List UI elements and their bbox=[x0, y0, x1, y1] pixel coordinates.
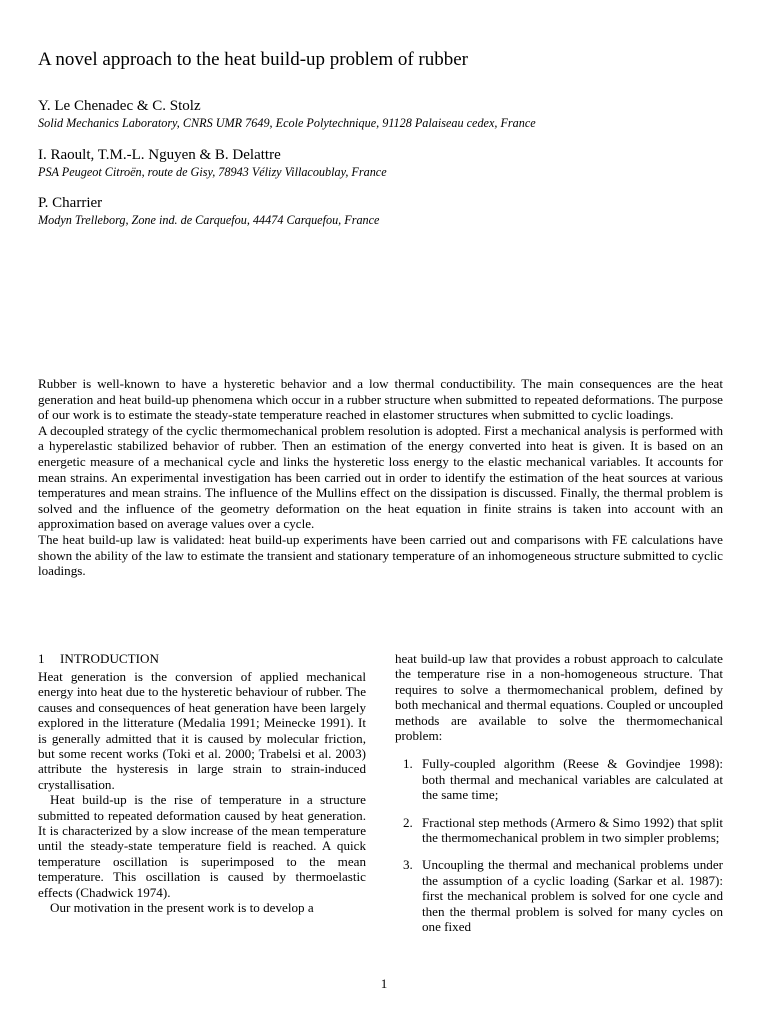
author-names: I. Raoult, T.M.-L. Nguyen & B. Delattre bbox=[38, 147, 281, 163]
list-marker: 2. bbox=[403, 814, 413, 830]
author-affiliation: PSA Peugeot Citroën, route de Gisy, 78943 Vélizy Villacoublay, France bbox=[38, 165, 387, 179]
list-marker: 3. bbox=[403, 857, 413, 873]
author-group-1 bbox=[38, 97, 738, 131]
list-item bbox=[395, 756, 723, 802]
section-heading bbox=[38, 651, 366, 667]
list-item-text: Uncoupling the thermal and mechanical problems under the assumption of a cyclic loading (Sarkar et al. 1987): first the mechanical problem is solved for one cycle and then the thermal problem is solved for many cycles on one fixed bbox=[422, 857, 723, 935]
abstract-paragraph: Rubber is well-known to have a hysteretic behavior and a low thermal conductibility. The main consequences are the heat generation and heat build-up phenomena which occur in a rubber structure when submitted to repeated deformations. The purpose of our work is to estimate the steady-state temperature reached in elastomer structures when submitted to cyclic loadings. bbox=[38, 376, 723, 423]
methods-list bbox=[395, 756, 723, 934]
list-item bbox=[395, 857, 723, 934]
body-paragraph: Heat generation is the conversion of applied mechanical energy into heat due to the hysteretic behaviour of rubber. The causes and consequences of heat generation have been largely explored in the litterature (Medalia 1991; Meinecke 1991). It is generally admitted that it is caused by molecular friction, but some recent works (Toki et al. 2000; Trabelsi et al. 2003) attribute the hysteresis in large strain to strain-induced crystallisation. bbox=[38, 669, 366, 792]
abstract bbox=[38, 376, 723, 579]
author-affiliation: Modyn Trelleborg, Zone ind. de Carquefou, 44474 Carquefou, France bbox=[38, 213, 380, 227]
author-names: Y. Le Chenadec & C. Stolz bbox=[38, 98, 201, 114]
author-group-2 bbox=[38, 146, 738, 180]
list-marker: 1. bbox=[403, 756, 413, 772]
left-column bbox=[38, 651, 366, 916]
right-column bbox=[395, 651, 723, 947]
page-number: 1 bbox=[380, 976, 388, 991]
body-paragraph: Our motivation in the present work is to develop a bbox=[50, 900, 314, 916]
author-affiliation: Solid Mechanics Laboratory, CNRS UMR 7649, Ecole Polytechnique, 91128 Palaiseau cedex, France bbox=[38, 116, 536, 130]
section-title: INTRODUCTION bbox=[60, 651, 159, 666]
body-paragraph: Heat build-up is the rise of temperature in a structure submitted to repeated deformation caused by heat generation. It is characterized by a slow increase of the mean temperature until the steady-state temperature field is reached. A quick temperature oscillation is superimposed to the mean temperature. This oscillation is caused by thermoelastic effects (Chadwick 1974). bbox=[38, 792, 366, 900]
body-paragraph: heat build-up law that provides a robust approach to calculate the temperature rise in a non-homogeneous structure. That requires to solve a thermomechanical problem, defined by both mechanical and thermal equations. Coupled or uncoupled methods are available to solve the thermomechanical problem: bbox=[395, 651, 723, 744]
list-item bbox=[395, 815, 723, 846]
list-item-text: Fully-coupled algorithm (Reese & Govindjee 1998): both thermal and mechanical variables are calculated at the same time; bbox=[422, 756, 723, 803]
section-number: 1 bbox=[38, 651, 45, 666]
abstract-paragraph: The heat build-up law is validated: heat build-up experiments have been carried out and comparisons with FE calculations have shown the ability of the law to estimate the transient and stationary temperature of an inhomogeneous structure submitted to cyclic loadings. bbox=[38, 531, 723, 579]
author-names: P. Charrier bbox=[38, 195, 103, 211]
author-group-3 bbox=[38, 194, 738, 228]
abstract-paragraph: A decoupled strategy of the cyclic thermomechanical problem resolution is adopted. First a mechanical analysis is performed with a hyperelastic stabilized behavior of rubber. Then an estimation of the energy converted into heat is given. It is based on an energetic measure of a mechanical cycle and links the hysteretic loss energy to the elastic mechanical variables. It accounts for mean strains. An experimental investigation has been carried out in order to identify the estimation of the heat sources at various temperatures and mean strains. The influence of the Mullins effect on the dissipation is discussed. Finally, the thermal problem is solved and the influence of the geometry deformation on the heat equation in finite strains is taken into account with an approximation based on average values over a cycle. bbox=[38, 422, 723, 532]
paper-title: A novel approach to the heat build-up problem of rubber bbox=[38, 49, 469, 70]
list-item-text: Fractional step methods (Armero & Simo 1992) that split the thermomechanical problem in two simpler problems; bbox=[422, 814, 723, 846]
